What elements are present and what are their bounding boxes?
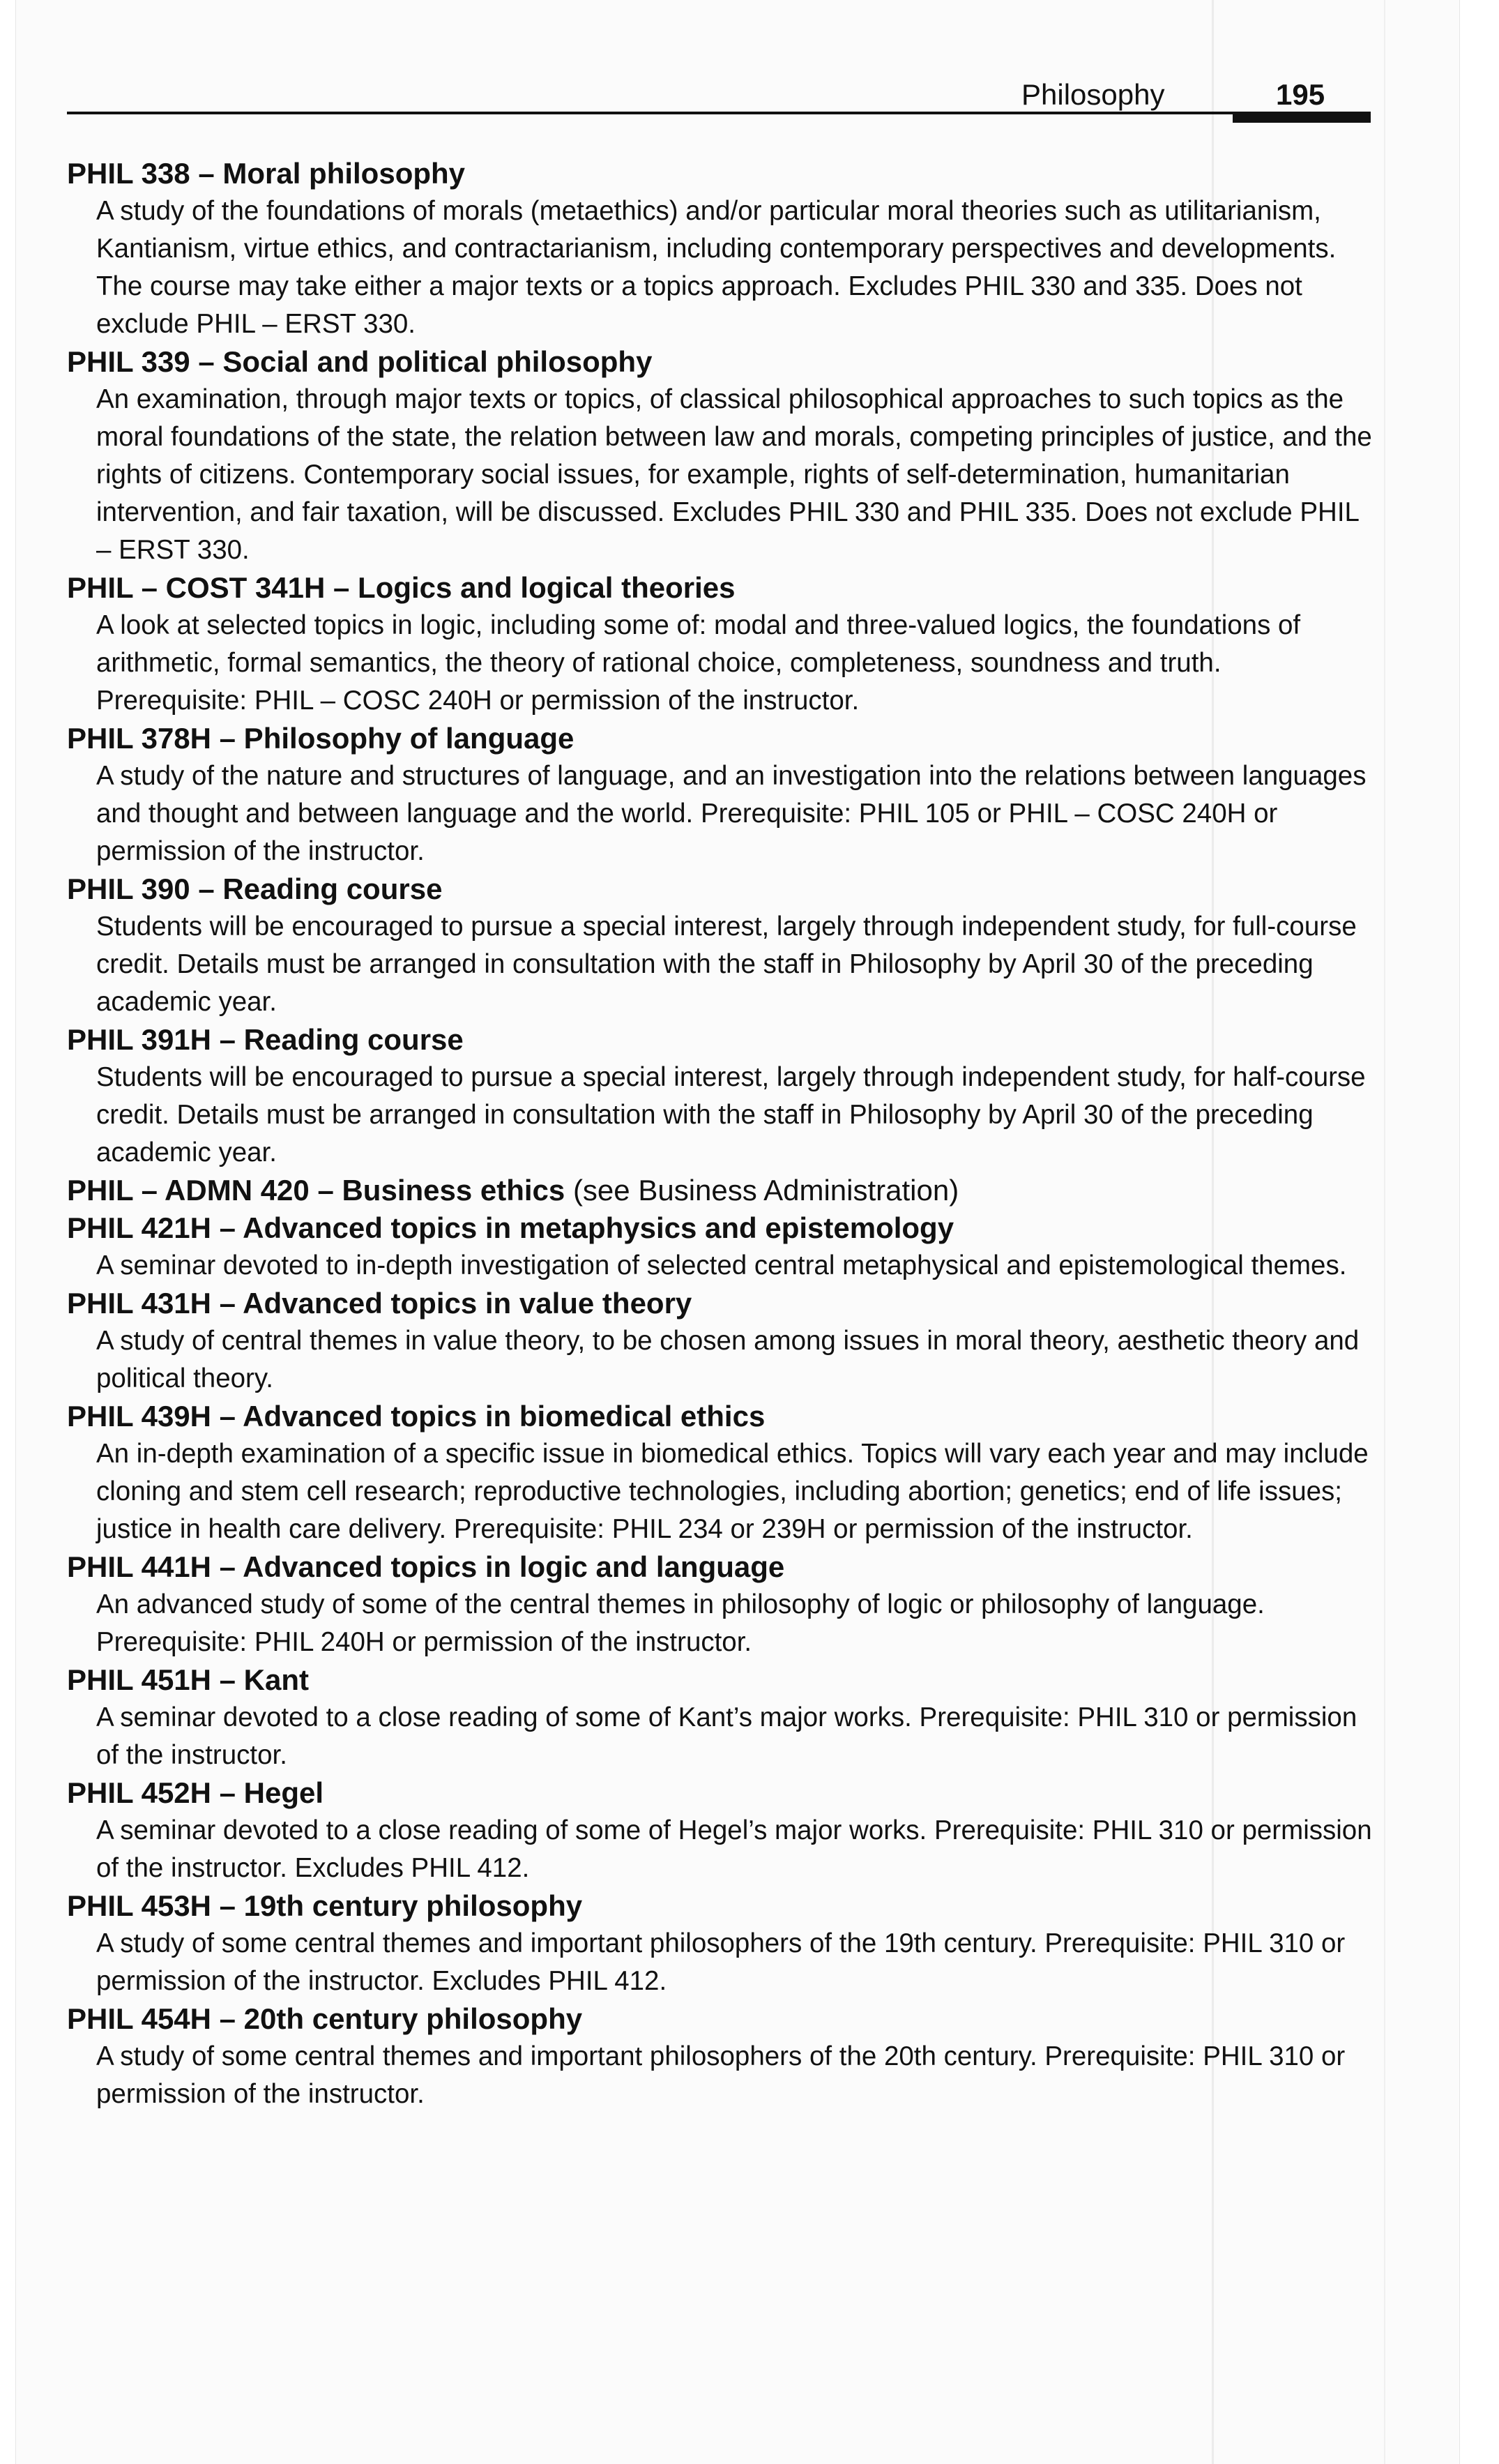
course-cross-reference: (see Business Administration) xyxy=(565,1174,959,1207)
course-entry xyxy=(67,155,1378,343)
course-description: An advanced study of some of the central themes in philosophy of logic or philosophy of language. Prerequisite: PHIL 240H or permission of the instructor. xyxy=(96,1589,1265,1657)
course-description: An examination, through major texts or topics, of classical philosophical approaches to such topics as the moral foundations of the state, the relation between law and morals, competing principles of justice, and the rights of citizens. Contemporary social issues, for example, rights of self-determination, humanitarian intervention, and fair taxation, will be discussed. Excludes PHIL 330 and PHIL 335. Does not exclude PHIL – ERST 330. xyxy=(96,384,1372,565)
course-title: PHIL 431H – Advanced topics in value theory xyxy=(67,1287,692,1320)
course-description: An in-depth examination of a specific issue in biomedical ethics. Topics will vary each year and may include cloning and stem cell research; reproductive technologies, including abortion; genetics; end of life issues; justice in health care delivery. Prerequisite: PHIL 234 or 239H or permission of the instructor. xyxy=(96,1439,1369,1544)
course-title: PHIL 451H – Kant xyxy=(67,1663,310,1696)
course-entry xyxy=(67,1285,1378,1398)
running-header-section: Philosophy xyxy=(1021,78,1165,111)
course-title xyxy=(67,1172,1378,1209)
course-title: PHIL – COST 341H – Logics and logical theories xyxy=(67,571,736,604)
course-entry xyxy=(67,1774,1378,1887)
bleed-through-line xyxy=(1384,0,1385,2464)
course-title: PHIL 441H – Advanced topics in logic and language xyxy=(67,1550,785,1583)
course-title: PHIL 452H – Hegel xyxy=(67,1776,324,1809)
page-number: 195 xyxy=(1276,78,1325,111)
course-entry xyxy=(67,2000,1378,2113)
course-entry xyxy=(67,1661,1378,1774)
course-entry xyxy=(67,569,1378,720)
course-entry xyxy=(67,1172,1378,1209)
course-title: PHIL 378H – Philosophy of language xyxy=(67,722,575,755)
course-title: PHIL 339 – Social and political philosophy xyxy=(67,345,653,378)
course-title: PHIL 453H – 19th century philosophy xyxy=(67,1889,583,1922)
course-entry xyxy=(67,720,1378,870)
course-entry xyxy=(67,343,1378,569)
course-description: A study of the foundations of morals (metaethics) and/or particular moral theories such as utilitarianism, Kantianism, virtue ethics, and contractarianism, including contemporary perspectives and developments. The course may take either a major texts or a topics approach. Excludes PHIL 330 and 335. Does not exclude PHIL – ERST 330. xyxy=(96,196,1337,339)
course-title: PHIL 454H – 20th century philosophy xyxy=(67,2002,583,2035)
course-title: PHIL 338 – Moral philosophy xyxy=(67,157,466,190)
course-entry xyxy=(67,1398,1378,1548)
header-rule xyxy=(67,112,1371,114)
course-title: PHIL 421H – Advanced topics in metaphysics and epistemology xyxy=(67,1211,954,1244)
course-description: Students will be encouraged to pursue a special interest, largely through independent study, for full-course credit. Details must be arranged in consultation with the staff in Philosophy by April 30 of the preceding academic year. xyxy=(96,912,1357,1017)
course-description: A seminar devoted to a close reading of some of Hegel’s major works. Prerequisite: PHIL 310 or permission of the instructor. Excludes PHIL 412. xyxy=(96,1815,1372,1883)
course-description: Students will be encouraged to pursue a special interest, largely through independent study, for half-course credit. Details must be arranged in consultation with the staff in Philosophy by April 30 of the preceding academic year. xyxy=(96,1062,1366,1167)
course-list xyxy=(67,155,1378,2113)
course-title: PHIL 391H – Reading course xyxy=(67,1023,464,1056)
course-title: PHIL 390 – Reading course xyxy=(67,872,443,905)
course-entry xyxy=(67,870,1378,1021)
course-description: A study of the nature and structures of language, and an investigation into the relations between languages and thought and between language and the world. Prerequisite: PHIL 105 or PHIL – COSC 240H or permission of the instructor. xyxy=(96,761,1367,866)
course-description: A look at selected topics in logic, including some of: modal and three-valued logics, the foundations of arithmetic, formal semantics, the theory of rational choice, completeness, soundness and truth. Prerequisite: PHIL – COSC 240H or permission of the instructor. xyxy=(96,610,1301,716)
course-entry xyxy=(67,1021,1378,1172)
course-description: A study of central themes in value theory, to be chosen among issues in moral theory, aesthetic theory and political theory. xyxy=(96,1326,1360,1393)
course-description: A study of some central themes and important philosophers of the 19th century. Prerequisite: PHIL 310 or permission of the instructor. Excludes PHIL 412. xyxy=(96,1928,1346,1996)
course-description: A seminar devoted to a close reading of some of Kant’s major works. Prerequisite: PHIL 310 or permission of the instructor. xyxy=(96,1702,1357,1770)
course-entry xyxy=(67,1548,1378,1661)
course-description: A seminar devoted to in-depth investigation of selected central metaphysical and epistemological themes. xyxy=(96,1250,1347,1280)
header-rule-accent xyxy=(1233,112,1371,123)
course-description: A study of some central themes and important philosophers of the 20th century. Prerequisite: PHIL 310 or permission of the instructor. xyxy=(96,2041,1346,2109)
course-entry xyxy=(67,1209,1378,1285)
course-entry xyxy=(67,1887,1378,2000)
course-title: PHIL 439H – Advanced topics in biomedical ethics xyxy=(67,1400,766,1433)
course-title-text: PHIL – ADMN 420 – Business ethics xyxy=(67,1174,565,1207)
